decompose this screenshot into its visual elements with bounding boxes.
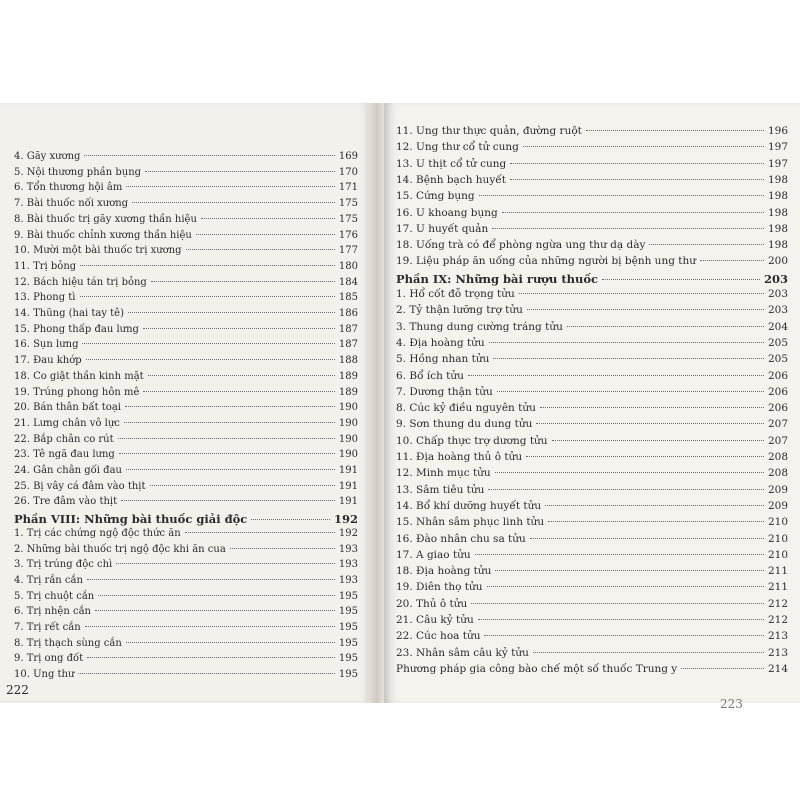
dot-leader	[527, 309, 764, 310]
toc-entry-page-number: 180	[338, 260, 358, 272]
toc-entry	[396, 386, 788, 398]
toc-entry	[14, 528, 358, 539]
toc-entry	[396, 614, 788, 626]
toc-entry-page-number: 198	[767, 222, 788, 235]
toc-entry-page-number: 209	[767, 499, 788, 512]
toc-entry	[396, 451, 788, 463]
dot-leader	[548, 521, 764, 522]
toc-entry	[396, 353, 788, 365]
toc-entry-page-number: 198	[767, 239, 788, 252]
dot-leader	[495, 472, 764, 473]
dot-leader	[150, 485, 335, 486]
toc-entry	[14, 245, 358, 256]
toc-entry-title: 15. Cứng bụng	[396, 190, 475, 203]
toc-entry-page-number: 206	[767, 402, 788, 415]
toc-entry-title: 12. Minh mục tửu	[396, 467, 491, 480]
toc-entry	[14, 653, 358, 664]
dot-leader	[567, 326, 764, 327]
toc-entry-page-number: 205	[767, 336, 788, 349]
toc-entry-title: 13. Phong tì	[14, 292, 76, 304]
toc-entry	[14, 638, 358, 649]
toc-entry-title: 7. Trị rết cắn	[14, 622, 81, 633]
toc-entry-page-number: 197	[767, 157, 788, 170]
toc-entry-title: 1. Trị các chứng ngộ độc thức ăn	[14, 527, 181, 539]
dot-leader	[143, 328, 335, 329]
toc-entry-page-number: 200	[767, 255, 788, 268]
toc-entry	[14, 418, 358, 429]
toc-entry-page-number: 197	[767, 141, 788, 154]
dot-leader	[545, 505, 764, 506]
toc-entry	[14, 496, 358, 507]
dot-leader	[125, 406, 335, 407]
toc-entry-title: 10. Mười một bài thuốc trị xương	[14, 245, 182, 257]
toc-entry	[14, 167, 358, 178]
toc-entry	[396, 647, 788, 659]
dot-leader	[475, 554, 764, 555]
toc-entry-page-number: 198	[767, 206, 788, 219]
toc-entry-page-number: 210	[767, 532, 788, 545]
dot-leader	[497, 391, 764, 392]
toc-entry-page-number: 212	[767, 597, 788, 610]
dot-leader	[84, 155, 334, 156]
toc-entry-page-number: 210	[767, 516, 788, 529]
toc-entry-title: 17. U huyết quản	[396, 222, 489, 235]
toc-entry	[14, 591, 358, 602]
toc-entry-title: 18. Uống trà có để phòng ngừa ung thư dạ dày	[396, 239, 646, 252]
toc-entry-title: 11. Ung thư thực quản, đường ruột	[396, 125, 582, 137]
toc-entry-title: 14. Thũng (hai tay tê)	[14, 308, 124, 319]
dot-leader	[148, 375, 335, 376]
toc-entry	[14, 559, 358, 570]
toc-entry-title: 22. Bắp chân co rút	[14, 433, 114, 445]
toc-entry-page-number: 213	[767, 630, 788, 643]
toc-entry	[14, 308, 358, 319]
toc-entry-page-number: 204	[767, 320, 788, 333]
toc-entry-title: 8. Bài thuốc trị gãy xương thần hiệu	[14, 213, 197, 225]
dot-leader	[649, 244, 764, 245]
toc-entry-page-number: 171	[338, 182, 358, 194]
dot-leader	[126, 469, 335, 470]
dot-leader	[87, 579, 335, 580]
toc-entry	[396, 484, 788, 496]
dot-leader	[128, 312, 335, 313]
toc-entry-page-number: 206	[767, 385, 788, 398]
toc-entry-title: 6. Tổn thương hội âm	[14, 182, 123, 194]
toc-entry-title: 12. Ung thư cổ tử cung	[396, 141, 519, 154]
toc-entry	[396, 207, 788, 219]
dot-leader	[586, 130, 764, 131]
dot-leader	[230, 548, 335, 549]
toc-entry-title: 13. Sâm tiêu tửu	[396, 483, 485, 496]
toc-entry-title: 10. Ung thư	[14, 669, 75, 681]
toc-entry	[396, 288, 788, 300]
dot-leader	[510, 179, 764, 180]
toc-entry-page-number: 213	[767, 646, 788, 659]
toc-entry-page-number: 198	[767, 173, 788, 186]
toc-entry	[14, 669, 358, 680]
toc-section-heading	[396, 272, 788, 286]
toc-entry-title: Phần IX: Những bài rượu thuốc	[396, 271, 599, 286]
toc-entry-page-number: 189	[338, 370, 358, 382]
toc-entry-page-number: 189	[338, 386, 358, 398]
toc-entry-page-number: 190	[338, 449, 358, 461]
dot-leader	[536, 423, 764, 424]
toc-entry	[396, 533, 788, 545]
dot-leader	[119, 453, 335, 454]
toc-entry-title: 5. Nội thương phần bụng	[14, 166, 142, 178]
toc-entry-page-number: 205	[767, 353, 788, 366]
dot-leader	[116, 563, 335, 564]
toc-entry-page-number: 176	[338, 229, 358, 241]
toc-entry-title: 14. Bổ khí dưỡng huyết tửu	[396, 499, 542, 512]
toc-entry	[396, 565, 788, 577]
toc-entry	[14, 324, 358, 335]
toc-entry-page-number: 195	[338, 669, 358, 681]
toc-entry	[396, 370, 788, 382]
toc-entry-title: 10. Chấp thực trợ dương tửu	[396, 434, 548, 447]
toc-entry-title: 6. Bổ ích tửu	[396, 369, 464, 382]
toc-entry-page-number: 195	[338, 637, 358, 649]
toc-entry-title: 8. Cúc kỷ điều nguyên tửu	[396, 402, 536, 415]
toc-entry-page-number: 192	[333, 512, 358, 527]
toc-entry-page-number: 191	[338, 480, 358, 492]
toc-entry-title: 5. Hồng nhan tửu	[396, 353, 490, 366]
toc-entry-title: Phương pháp gia công bào chế một số thuốc Trung y	[396, 662, 678, 675]
toc-section-heading	[14, 512, 358, 526]
dot-leader	[492, 228, 764, 229]
toc-entry	[396, 435, 788, 447]
toc-entry-page-number: 203	[767, 304, 788, 317]
toc-entry-page-number: 193	[338, 543, 358, 555]
toc-entry	[396, 125, 788, 137]
toc-entry-title: 8. Trị thạch sùng cắn	[14, 637, 122, 649]
toc-entry-title: 21. Câu kỷ tửu	[396, 614, 474, 626]
toc-entry	[14, 182, 358, 193]
dot-leader	[186, 249, 335, 250]
toc-entry	[14, 575, 358, 586]
dot-leader	[98, 595, 335, 596]
toc-entry-page-number: 211	[767, 565, 788, 578]
toc-entry-page-number: 195	[338, 653, 358, 665]
toc-entry-page-number: 186	[338, 308, 358, 319]
toc-entry-title: 17. A giao tửu	[396, 548, 471, 561]
toc-entry-title: 4. Địa hoàng tửu	[396, 336, 485, 349]
toc-entry-page-number: 170	[338, 166, 358, 178]
dot-leader	[85, 626, 335, 627]
dot-leader	[118, 438, 335, 439]
toc-entry-page-number: 210	[767, 548, 788, 561]
toc-entry-title: Phần VIII: Những bài thuốc giải độc	[14, 512, 248, 527]
toc-entry-page-number: 175	[338, 198, 358, 210]
toc-entry-page-number: 187	[338, 323, 358, 335]
dot-leader	[185, 532, 335, 533]
toc-entry-title: 5. Trị chuột cắn	[14, 590, 95, 602]
toc-entry-page-number: 193	[338, 559, 358, 571]
toc-entry-title: 16. Sụn lưng	[14, 339, 79, 351]
toc-entry-title: 24. Gân chân gối đau	[14, 465, 122, 476]
dot-leader	[478, 619, 764, 620]
dot-leader	[126, 186, 335, 187]
toc-entry	[14, 434, 358, 445]
dot-leader	[121, 500, 335, 501]
dot-leader	[124, 422, 335, 423]
toc-entry-page-number: 206	[767, 369, 788, 382]
toc-entry-title: 19. Liệu pháp ăn uống của những người bị bệnh ung thư	[396, 255, 697, 268]
toc-entry-title: 15. Nhân sâm phục linh tửu	[396, 516, 545, 529]
toc-entry-title: 22. Cúc hoa tửu	[396, 630, 481, 643]
dot-leader	[78, 673, 334, 674]
toc-entry-title: 16. U khoang bụng	[396, 206, 498, 219]
dot-leader	[533, 652, 764, 653]
toc-entry-page-number: 198	[767, 190, 788, 203]
toc-entry	[396, 158, 788, 170]
toc-entry	[14, 387, 358, 398]
toc-entry	[396, 223, 788, 235]
toc-entry	[396, 174, 788, 186]
toc-entry-title: 6. Trị nhện cắn	[14, 606, 91, 618]
toc-entry	[14, 544, 358, 555]
toc-entry-title: 9. Bài thuốc chỉnh xương thần hiệu	[14, 229, 192, 241]
toc-entry	[396, 255, 788, 267]
dot-leader	[201, 218, 335, 219]
toc-entry	[396, 516, 788, 528]
dot-leader	[82, 343, 334, 344]
toc-entry	[14, 277, 358, 288]
toc-entry	[396, 581, 788, 593]
toc-entry	[396, 321, 788, 333]
toc-entry-title: 9. Trị ong đốt	[14, 653, 84, 665]
toc-entry-title: 21. Lưng chân vô lực	[14, 417, 120, 429]
toc-entry	[396, 663, 788, 675]
toc-entry-page-number: 207	[767, 434, 788, 447]
toc-entry-title: 23. Nhân sâm câu kỷ tửu	[396, 646, 529, 659]
dot-leader	[488, 489, 764, 490]
toc-entry-page-number: 190	[338, 417, 358, 429]
dot-leader	[87, 657, 335, 658]
toc-entry-title: 16. Đào nhân chu sa tửu	[396, 532, 526, 545]
toc-entry-title: 7. Dương thận tửu	[396, 385, 493, 398]
toc-entry-title: 9. Sơn thung du dung tửu	[396, 418, 533, 431]
toc-entry	[14, 402, 358, 413]
toc-entry-page-number: 203	[763, 271, 788, 286]
toc-entry	[396, 402, 788, 414]
toc-entry-page-number: 209	[767, 483, 788, 496]
toc-entry	[14, 230, 358, 241]
toc-entry	[14, 339, 358, 350]
toc-entry-page-number: 175	[338, 213, 358, 225]
dot-leader	[700, 260, 764, 261]
toc-entry-page-number: 208	[767, 467, 788, 480]
toc-entry-title: 26. Tre đâm vào thịt	[14, 496, 118, 508]
dot-leader	[143, 391, 335, 392]
dot-leader	[471, 603, 764, 604]
toc-entry	[396, 337, 788, 349]
toc-entry-page-number: 212	[767, 614, 788, 626]
dot-leader	[479, 195, 764, 196]
toc-entry-title: 25. Bị vây cá đâm vào thịt	[14, 480, 146, 492]
toc-entry-page-number: 192	[338, 527, 358, 539]
toc-entry	[396, 598, 788, 610]
toc-entry	[396, 630, 788, 642]
toc-entry-title: 4. Trị rắn cắn	[14, 574, 83, 586]
dot-leader	[196, 234, 335, 235]
dot-leader	[95, 610, 335, 611]
toc-entry	[396, 190, 788, 202]
toc-entry	[14, 371, 358, 382]
dot-leader	[468, 375, 764, 376]
toc-entry-page-number: 191	[338, 496, 358, 508]
right-page-number: 223	[720, 697, 743, 711]
left-page	[0, 103, 372, 703]
toc-entry-title: 11. Địa hoàng thủ ô tửu	[396, 451, 523, 463]
toc-entry	[396, 418, 788, 430]
toc-entry-title: 15. Phong thấp đau lưng	[14, 323, 139, 335]
toc-entry-page-number: 190	[338, 402, 358, 414]
toc-entry-page-number: 196	[767, 125, 788, 137]
dot-leader	[510, 163, 764, 164]
toc-entry-page-number: 207	[767, 418, 788, 431]
dot-leader	[502, 212, 764, 213]
dot-leader	[519, 293, 764, 294]
toc-entry-page-number: 191	[338, 465, 358, 476]
toc-entry	[14, 606, 358, 617]
toc-entry-page-number: 211	[767, 581, 788, 594]
toc-entry	[14, 449, 358, 460]
dot-leader	[145, 171, 335, 172]
toc-entry-title: 20. Bán thân bất toại	[14, 402, 121, 414]
dot-leader	[86, 359, 335, 360]
toc-entry-page-number: 177	[338, 245, 358, 257]
dot-leader	[132, 202, 335, 203]
toc-entry-title: 2. Những bài thuốc trị ngộ độc khi ăn cua	[14, 543, 226, 555]
toc-entry-page-number: 188	[338, 355, 358, 367]
toc-entry	[14, 622, 358, 633]
toc-entry-page-number: 187	[338, 339, 358, 351]
toc-entry-title: 18. Co giật thần kinh mặt	[14, 370, 144, 382]
toc-entry-page-number: 214	[767, 662, 788, 675]
toc-entry-page-number: 184	[338, 276, 358, 288]
toc-entry	[14, 198, 358, 209]
toc-entry-title: 3. Trị trúng độc chì	[14, 559, 113, 571]
toc-entry	[14, 292, 358, 303]
toc-entry-title: 1. Hổ cốt đỗ trọng tửu	[396, 288, 515, 300]
toc-entry	[14, 465, 358, 476]
dot-leader	[552, 440, 764, 441]
toc-entry-title: 20. Thủ ô tửu	[396, 597, 468, 610]
dot-leader	[489, 342, 764, 343]
toc-entry	[14, 355, 358, 366]
toc-entry-title: 12. Bách hiệu tán trị bỏng	[14, 276, 147, 288]
dot-leader	[80, 296, 335, 297]
toc-entry-page-number: 208	[767, 451, 788, 463]
toc-entry-page-number: 195	[338, 622, 358, 633]
toc-entry-page-number: 185	[338, 292, 358, 304]
dot-leader	[251, 519, 330, 520]
dot-leader	[151, 281, 335, 282]
dot-leader	[602, 279, 760, 280]
toc-entry-title: 17. Đau khớp	[14, 355, 82, 367]
toc-entry-title: 3. Thung dung cường tráng tửu	[396, 320, 563, 333]
dot-leader	[530, 538, 764, 539]
toc-entry-title: 23. Tê ngã đau lưng	[14, 449, 115, 461]
toc-entry-title: 19. Diên thọ tửu	[396, 581, 483, 594]
toc-entry	[396, 239, 788, 251]
toc-entry-title: 11. Trị bỏng	[14, 260, 77, 272]
toc-entry-title: 2. Tỷ thận lưỡng trợ tửu	[396, 304, 523, 317]
toc-entry-page-number: 169	[338, 151, 358, 162]
dot-leader	[526, 456, 764, 457]
dot-leader	[681, 668, 764, 669]
toc-entry	[14, 481, 358, 492]
toc-entry-title: 14. Bệnh bạch huyết	[396, 173, 506, 186]
toc-entry-title: 18. Địa hoàng tửu	[396, 565, 492, 578]
toc-entry	[396, 304, 788, 316]
dot-leader	[523, 146, 764, 147]
toc-entry-page-number: 195	[338, 606, 358, 618]
toc-entry	[14, 214, 358, 225]
toc-entry-page-number: 190	[338, 433, 358, 445]
dot-leader	[80, 265, 335, 266]
toc-entry	[396, 500, 788, 512]
toc-entry	[396, 549, 788, 561]
toc-entry-title: 13. U thịt cổ tử cung	[396, 157, 507, 170]
toc-entry	[14, 151, 358, 162]
toc-entry-page-number: 203	[767, 288, 788, 300]
dot-leader	[487, 586, 764, 587]
toc-entry-title: 19. Trúng phong hôn mê	[14, 386, 140, 398]
left-page-number: 222	[6, 683, 29, 697]
toc-entry-page-number: 193	[338, 574, 358, 586]
dot-leader	[495, 570, 764, 571]
toc-entry-title: 4. Gãy xương	[14, 151, 81, 162]
toc-entry-title: 7. Bài thuốc nối xương	[14, 198, 129, 210]
toc-entry	[396, 141, 788, 153]
dot-leader	[126, 642, 335, 643]
toc-entry	[396, 467, 788, 479]
dot-leader	[493, 358, 764, 359]
dot-leader	[484, 635, 763, 636]
dot-leader	[540, 407, 764, 408]
toc-entry	[14, 261, 358, 272]
right-page	[384, 103, 800, 711]
toc-entry-page-number: 195	[338, 590, 358, 602]
